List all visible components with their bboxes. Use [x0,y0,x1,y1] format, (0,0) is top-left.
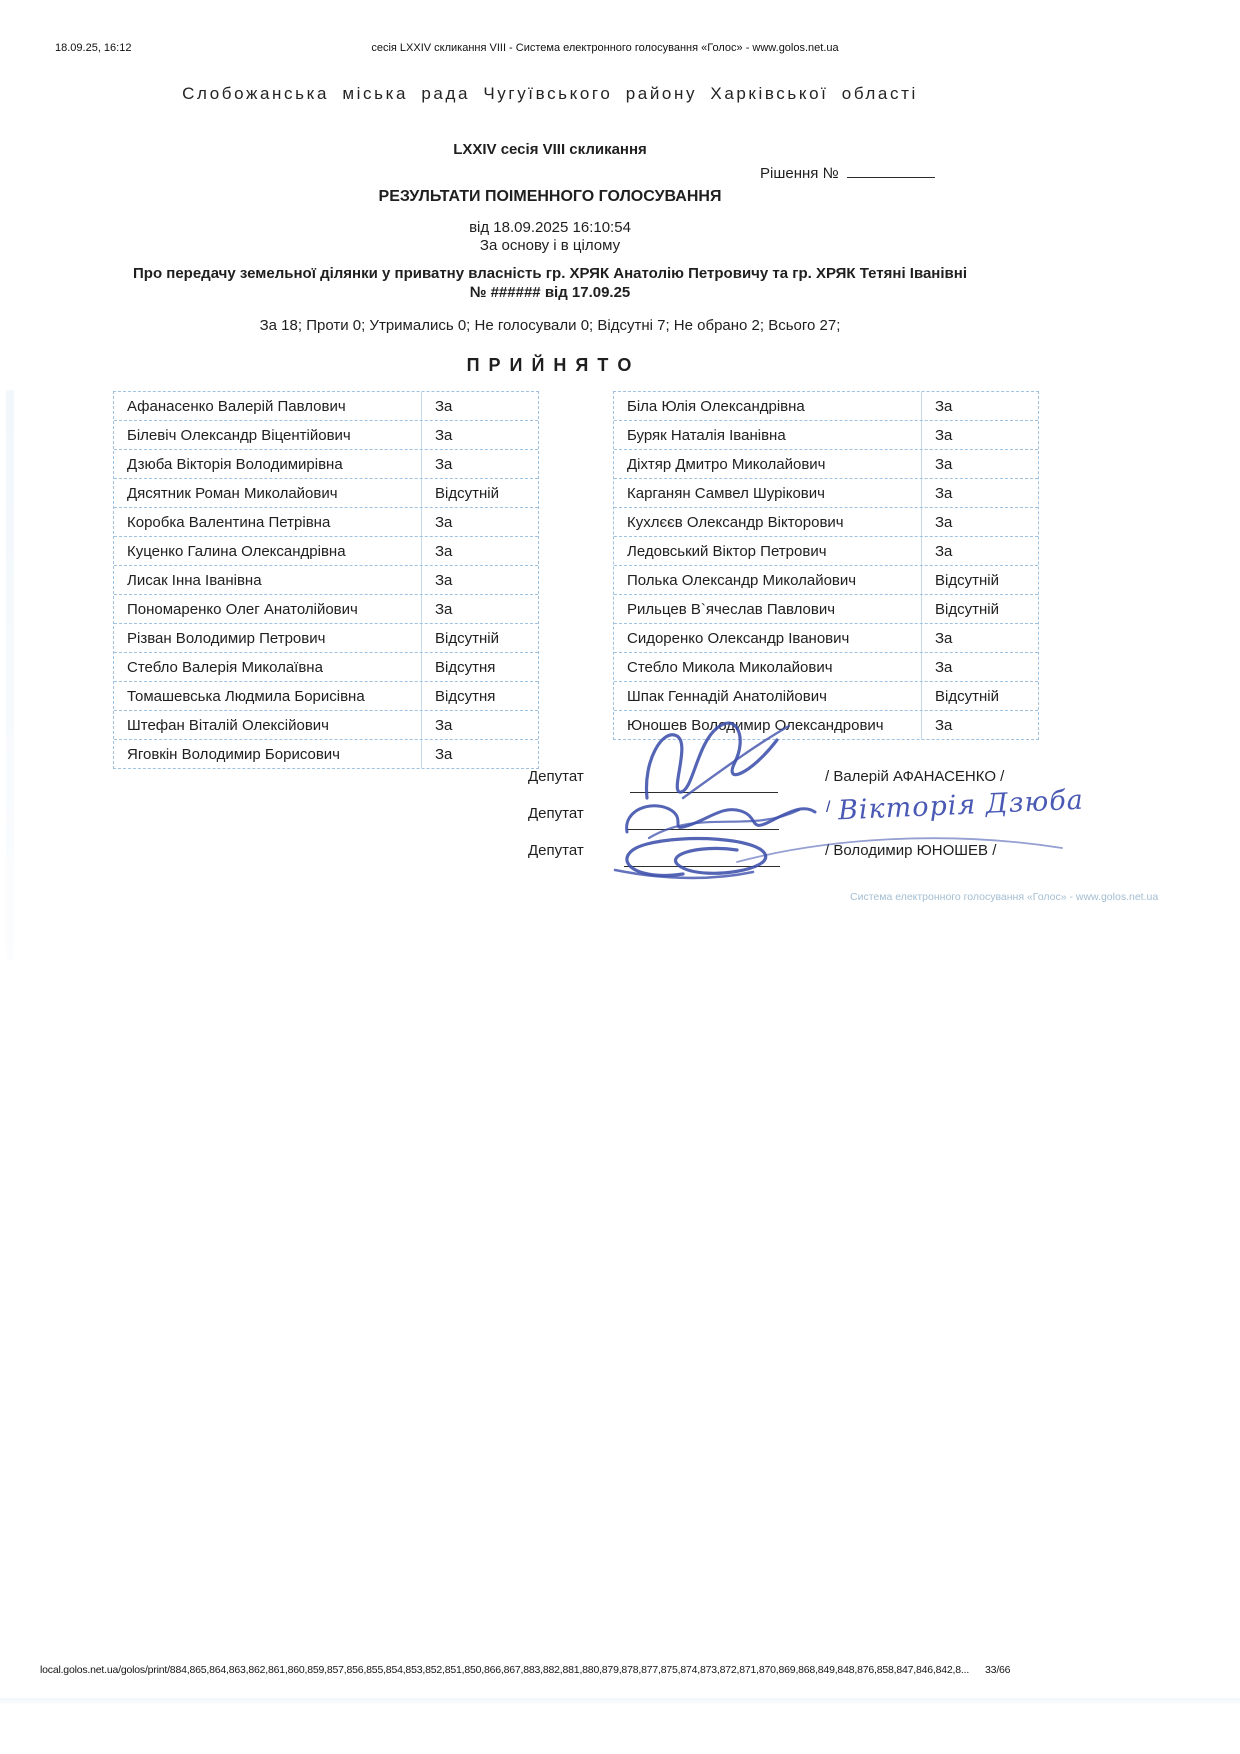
vote-value: За [435,600,453,618]
vote-value: За [935,455,953,473]
deputy-name: Сидоренко Олександр Іванович [614,624,922,652]
council-name: Слобожанська міська рада Чугуївського району Харківської області [182,84,918,103]
decision-number-blank [847,163,935,178]
vote-datetime: від 18.09.2025 16:10:54 [469,219,631,236]
table-row [614,478,1038,507]
table-row [614,652,1038,681]
vote-subject [0,264,1100,302]
system-watermark: Система електронного голосування «Голос» - www.golos.net.ua [850,891,1159,903]
signature-slash: / [826,799,831,816]
deputy-name: Буряк Наталія Іванівна [614,421,922,449]
deputy-name: Штефан Віталій Олексійович [114,711,422,739]
table-row [614,420,1038,449]
footer-url: local.golos.net.ua/golos/print/884,865,864,863,862,861,860,859,857,856,855,854,853,852,851,850,866,867,883,882,881,880,879,878,877,875,874,873,872,871,870,869,868,849,848,876,858,847,846,842,8... [40,1664,970,1676]
table-row [114,681,538,710]
vote-value: Відсутній [435,484,499,502]
vote-value: За [935,426,953,444]
deputy-label: Депутат [528,842,584,859]
signature-name-printed: / Володимир ЮНОШЕВ / [825,842,997,859]
vote-subject-line2: № ###### від 17.09.25 [469,284,631,301]
deputy-name: Дясятник Роман Миколайович [114,479,422,507]
table-row [114,652,538,681]
deputy-name: Шпак Геннадій Анатолійович [614,682,922,710]
session-title: LXXIV сесія VIII скликання [453,141,647,158]
table-row [614,565,1038,594]
signature-name-printed: / Валерій АФАНАСЕНКО / [825,768,1005,785]
vote-value: За [435,571,453,589]
table-row [114,594,538,623]
deputy-name: Лисак Інна Іванівна [114,566,422,594]
vote-value: Відсутній [435,629,499,647]
vote-value: За [935,716,953,734]
vote-basis: За основу і в цілому [479,237,621,254]
print-header-title: сесія LXXIV скликання VIII - Система електронного голосування «Голос» - www.golos.net.ua [371,42,839,54]
table-row [614,536,1038,565]
signature-line [627,829,779,830]
vote-value: За [435,426,453,444]
decision-number-label: Рішення № [760,165,839,182]
decision-number-row [760,163,935,182]
vote-value: Відсутній [935,600,999,618]
scan-artifact [0,1698,1240,1704]
table-row [614,710,1038,739]
print-footer [40,1664,1010,1676]
deputy-name: Стебло Валерія Миколаївна [114,653,422,681]
vote-table-left [113,391,539,769]
page-title: РЕЗУЛЬТАТИ ПОІМЕННОГО ГОЛОСУВАННЯ [378,188,722,205]
table-row [114,739,538,768]
table-row [114,710,538,739]
deputy-name: Дзюба Вікторія Володимирівна [114,450,422,478]
table-row [614,623,1038,652]
deputy-name: Ледовський Віктор Петрович [614,537,922,565]
vote-value: Відсутня [435,658,496,676]
deputy-name: Томашевська Людмила Борисівна [114,682,422,710]
vote-subject-line1: Про передачу земельної ділянки у приватну власність гр. ХРЯК Анатолію Петровичу та гр. ХРЯК Тетяні Іванівні [133,265,967,282]
deputy-label: Депутат [528,768,584,785]
table-row [614,449,1038,478]
table-row [114,420,538,449]
vote-value: За [435,716,453,734]
deputy-name: Білевіч Олександр Віцентійович [114,421,422,449]
table-row [114,449,538,478]
deputy-label: Депутат [528,805,584,822]
table-row [614,594,1038,623]
deputy-name: Коробка Валентина Петрівна [114,508,422,536]
vote-value: За [935,542,953,560]
table-row [114,392,538,420]
vote-value: Відсутній [935,687,999,705]
deputy-name: Біла Юлія Олександрівна [614,392,922,420]
print-timestamp: 18.09.25, 16:12 [55,42,132,54]
table-row [114,536,538,565]
table-row [614,507,1038,536]
vote-value: За [435,513,453,531]
vote-value: За [935,513,953,531]
deputy-name: Яговкін Володимир Борисович [114,740,422,768]
vote-value: За [935,484,953,502]
table-row [114,478,538,507]
deputy-name: Куценко Галина Олександрівна [114,537,422,565]
deputy-name: Діхтяр Дмитро Миколайович [614,450,922,478]
deputy-name: Юношев Володимир Олександрович [614,711,922,739]
vote-value: За [935,629,953,647]
table-row [114,623,538,652]
deputy-name: Різван Володимир Петрович [114,624,422,652]
vote-value: За [935,658,953,676]
deputy-name: Рильцев В`ячеслав Павлович [614,595,922,623]
scan-artifact [6,390,14,960]
vote-value: Відсутня [435,687,496,705]
table-row [614,681,1038,710]
deputy-name: Стебло Микола Миколайович [614,653,922,681]
vote-value: За [435,455,453,473]
deputy-name: Афанасенко Валерій Павлович [114,392,422,420]
deputy-name: Полька Олександр Миколайович [614,566,922,594]
vote-value: За [435,745,453,763]
footer-page-number: 33/66 [985,1664,1011,1676]
deputy-name: Кухлєєв Олександр Вікторович [614,508,922,536]
signature-line [630,792,778,793]
vote-summary: За 18; Проти 0; Утримались 0; Не голосували 0; Відсутні 7; Не обрано 2; Всього 27; [259,317,841,334]
vote-value: За [435,542,453,560]
signature-line [624,866,780,867]
vote-table-right [613,391,1039,740]
deputy-name: Карганян Самвел Шурікович [614,479,922,507]
table-row [114,507,538,536]
vote-value: За [935,397,953,415]
signature-name-handwritten: Вікторія Дзюба [837,784,1085,827]
table-row [614,392,1038,420]
vote-value: За [435,397,453,415]
deputy-name: Пономаренко Олег Анатолійович [114,595,422,623]
vote-result: П Р И Й Н Я Т О [466,355,634,375]
vote-value: Відсутній [935,571,999,589]
table-row [114,565,538,594]
